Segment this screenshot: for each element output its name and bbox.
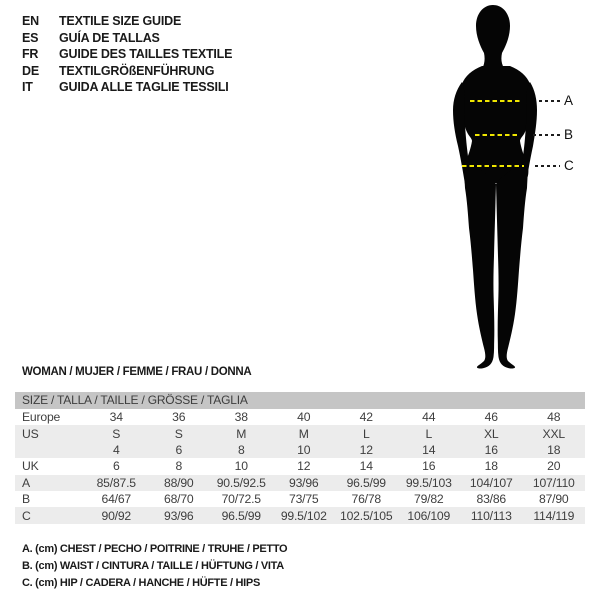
size-cell: 76/78 [351, 492, 381, 507]
size-cell: S [112, 426, 121, 441]
size-cell: 46 [484, 410, 498, 425]
measure-label-b: B [564, 127, 574, 142]
size-cell: 44 [422, 410, 436, 425]
hip-measure-line [462, 165, 524, 167]
measure-legend [22, 541, 287, 592]
size-cell: 14 [359, 459, 373, 474]
language-list [22, 13, 232, 96]
legend-item-hip: C. (cm) HIP / CADERA / HANCHE / HÜFTE / HIPS [22, 577, 260, 589]
size-cell: 10 [234, 459, 248, 474]
size-cell: 64/67 [101, 492, 131, 507]
size-cell: 16 [422, 459, 436, 474]
size-cell: 6 [112, 459, 120, 474]
size-cell: 8 [175, 459, 183, 474]
size-cell: M [236, 426, 247, 441]
language-label: GUIDA ALLE TAGLIE TESSILI [59, 80, 229, 95]
size-cell: 96.5/99 [221, 508, 261, 523]
size-cell: 18 [484, 459, 498, 474]
size-cell: 107/110 [532, 475, 575, 490]
size-cell: 48 [547, 410, 561, 425]
language-label: GUIDE DES TAILLES TEXTILE [59, 47, 233, 62]
size-cell: 73/75 [289, 492, 319, 507]
size-cell: XXL [542, 426, 565, 441]
size-cell: 88/90 [164, 475, 194, 490]
size-cell: 12 [297, 459, 311, 474]
size-cell: 70/72.5 [221, 492, 261, 507]
table-row-europe [15, 409, 585, 425]
size-cell: 99.5/102 [280, 508, 327, 523]
table-row-us [15, 425, 585, 441]
row-label: UK [22, 459, 39, 474]
measure-label-c: C [564, 158, 574, 173]
language-label: TEXTILE SIZE GUIDE [59, 14, 182, 28]
size-cell: 20 [547, 459, 561, 474]
size-cell: 93/96 [289, 475, 319, 490]
row-label: C [22, 508, 31, 523]
size-cell: L [425, 426, 433, 441]
size-table [15, 392, 585, 524]
language-row [22, 46, 232, 63]
size-cell: 99.5/103 [405, 475, 452, 490]
size-cell: 85/87.5 [96, 475, 136, 490]
section-title: WOMAN / MUJER / FEMME / FRAU / DONNA [22, 366, 252, 378]
size-cell: 93/96 [164, 508, 194, 523]
table-row-uk [15, 458, 585, 474]
size-cell: 6 [175, 442, 183, 457]
size-cell: 34 [109, 410, 123, 425]
waist-measure-line [475, 134, 518, 136]
chest-measure-line [470, 100, 522, 102]
table-row-chest [15, 475, 585, 491]
size-cell: 90/92 [101, 508, 131, 523]
row-label: A [22, 475, 30, 490]
row-label: US [22, 426, 39, 441]
size-cell: S [174, 426, 183, 441]
row-label: Europe [22, 410, 61, 425]
size-cell: 8 [237, 442, 245, 457]
table-row-us-numeric [15, 442, 585, 458]
language-row [22, 63, 232, 80]
size-cell: 16 [484, 442, 498, 457]
size-cell: 36 [172, 410, 186, 425]
table-row-waist [15, 491, 585, 507]
waist-measure-connector [533, 134, 560, 136]
size-cell: 96.5/99 [346, 475, 386, 490]
size-cell: 83/86 [476, 492, 506, 507]
language-label: GUÍA DE TALLAS [59, 30, 160, 45]
size-cell: 87/90 [539, 492, 569, 507]
size-cell: M [298, 426, 309, 441]
size-cell: 110/113 [470, 508, 512, 523]
language-code: ES [22, 30, 39, 45]
hip-measure-connector [535, 165, 560, 167]
size-cell: 14 [422, 442, 436, 457]
language-row [22, 13, 232, 30]
row-label [15, 442, 85, 458]
chest-measure-connector [539, 100, 560, 102]
size-table-header: SIZE / TALLA / TAILLE / GRÖSSE / TAGLIA [15, 392, 585, 409]
legend-item-chest: A. (cm) CHEST / PECHO / POITRINE / TRUHE / PETTO [22, 543, 288, 555]
language-code: EN [22, 14, 39, 28]
size-cell: 104/107 [469, 475, 513, 490]
table-row-hip [15, 507, 585, 523]
language-label: TEXTILGRÖßENFÜHRUNG [59, 63, 215, 78]
language-code: FR [22, 47, 39, 62]
size-cell: XL [483, 426, 499, 441]
language-code: DE [22, 63, 39, 78]
language-code: IT [22, 80, 33, 95]
woman-silhouette [420, 0, 572, 372]
size-cell: 79/82 [414, 492, 444, 507]
measurement-figure [420, 0, 600, 372]
size-cell: 90.5/92.5 [216, 475, 266, 490]
size-cell: 106/109 [407, 508, 451, 523]
size-cell: 114/119 [533, 508, 575, 523]
legend-item-waist: B. (cm) WAIST / CINTURA / TAILLE / HÜFTUNG / VITA [22, 560, 284, 572]
size-cell: 102.5/105 [340, 508, 393, 523]
measure-label-a: A [564, 93, 574, 108]
language-row [22, 79, 232, 96]
size-cell: 42 [359, 410, 373, 425]
row-label: B [22, 492, 30, 507]
size-cell: 38 [234, 410, 248, 425]
size-cell: 10 [297, 442, 311, 457]
size-cell: 4 [112, 442, 120, 457]
language-row [22, 30, 232, 47]
size-cell: L [362, 426, 370, 441]
size-cell: 12 [359, 442, 373, 457]
size-cell: 68/70 [164, 492, 194, 507]
size-cell: 18 [547, 442, 561, 457]
size-cell: 40 [297, 410, 311, 425]
